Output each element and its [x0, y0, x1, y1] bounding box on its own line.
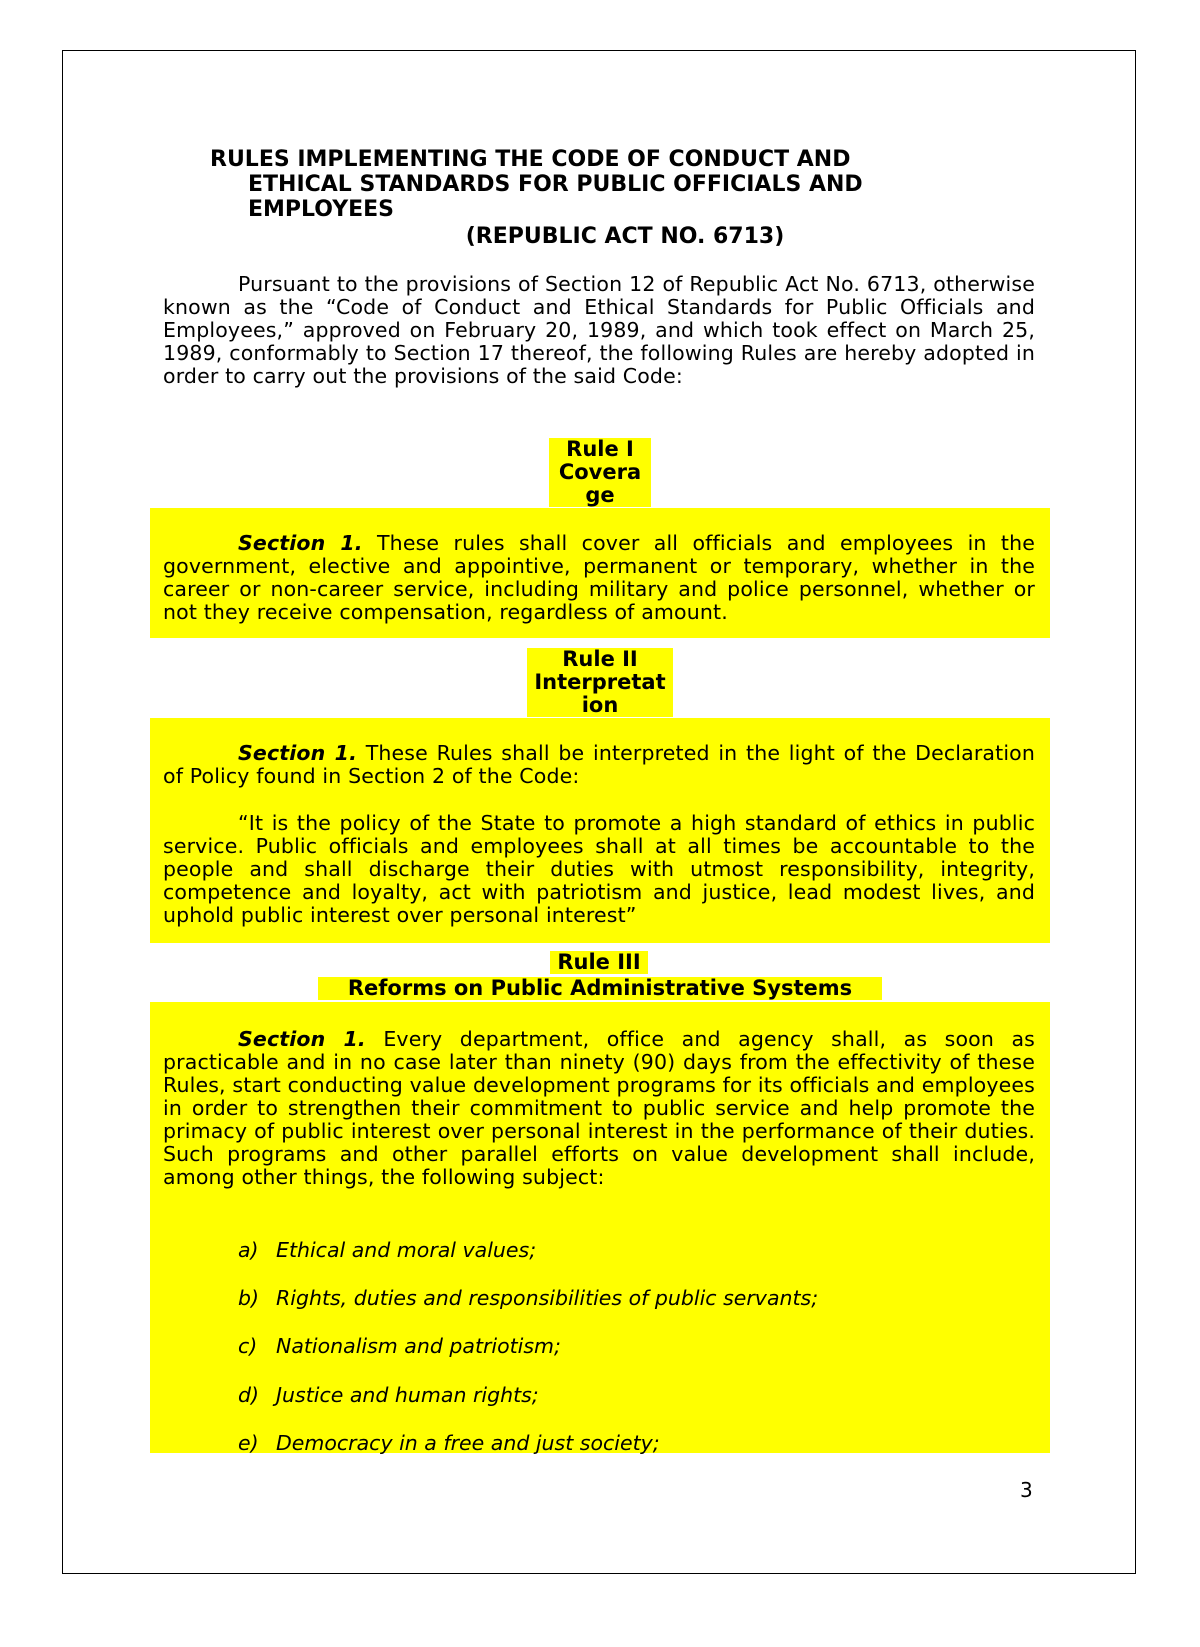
rule-1-number: Rule I [566, 437, 634, 461]
rule-3-section-label: Section 1. [238, 1027, 366, 1051]
rule-2-title-part-1: Interpretat [534, 670, 666, 694]
list-item [238, 1286, 818, 1310]
policy-quote-text: “It is the policy of the State to promote a high standard of ethics in public service. Public officials and employees shall at all times be accountable to the people and shall discharge their duties with utmost responsibility, integrity, competence and loyalty, act with patriotism and justice, lead modest lives, and uphold public interest over personal interest” [163, 811, 1035, 927]
list-item-label: a) [238, 1238, 259, 1262]
preamble-paragraph [163, 273, 1035, 388]
list-item-text: Democracy in a free and just society; [276, 1431, 660, 1455]
republic-act-number: (REPUBLIC ACT NO. 6713) [465, 224, 785, 249]
document-title [210, 147, 990, 222]
title-line-2: ETHICAL STANDARDS FOR PUBLIC OFFICIALS AND [248, 172, 863, 197]
preamble-text: Pursuant to the provisions of Section 12 of Republic Act No. 6713, otherwise known as the “Code of Conduct and Ethical Standards for Public Officials and Employees,” approved on February 20, 1989, and which took effect on March 25, 1989, conformably to Section 17 thereof, the following Rules are hereby adopted in order to carry out the provisions of the said Code: [163, 272, 1035, 388]
rule-1-section-1 [163, 532, 1035, 624]
list-item-text: Nationalism and patriotism; [276, 1334, 561, 1358]
list-item-text: Ethical and moral values; [276, 1238, 537, 1262]
list-item-text: Justice and human rights; [276, 1383, 539, 1407]
policy-quote [163, 812, 1035, 927]
rule-3-section-1 [163, 1028, 1035, 1189]
rule-2-heading [527, 648, 673, 717]
list-item [238, 1383, 539, 1407]
rule-1-title-part-1: Covera [558, 460, 642, 484]
rule-1-section-text: These rules shall cover all officials and employees in the government, elective and appointive, permanent or temporary, whether in the career or non-career service, including military and police personnel, whether or not they receive compensation, regardless of amount. [163, 531, 1035, 624]
rule-3-title: Reforms on Public Administrative Systems [347, 976, 853, 1000]
title-line-1: RULES IMPLEMENTING THE CODE OF CONDUCT AND [210, 147, 851, 172]
rule-3-title-box [318, 977, 882, 1000]
list-item-label: c) [238, 1334, 258, 1358]
list-item [238, 1238, 536, 1262]
rule-3-number-box [550, 951, 648, 974]
list-item-label: d) [238, 1383, 260, 1407]
title-line-3: EMPLOYEES [248, 197, 395, 222]
rule-3-section-text: Every department, office and agency shall, as soon as practicable and in no case later than ninety (90) days from the effectivity of these Rules, start conducting value development programs for its officials and employees in order to strengthen their commitment to public service and help promote the primacy of public interest over personal interest in the performance of their duties. Such programs and other parallel efforts on value development shall include, among other things, the following subject: [163, 1027, 1035, 1189]
list-item-label: e) [238, 1431, 259, 1455]
rule-2-section-1 [163, 742, 1035, 788]
rule-2-title-part-2: ion [581, 693, 619, 717]
rule-1-heading [549, 438, 651, 507]
rule-2-section-label: Section 1. [238, 741, 358, 765]
page-number: 3 [1020, 1478, 1033, 1502]
rule-3-number: Rule III [557, 950, 641, 974]
list-item-label: b) [238, 1286, 260, 1310]
list-item [238, 1431, 660, 1455]
rule-1-title-part-2: ge [585, 483, 615, 507]
rule-2-section-text: These Rules shall be interpreted in the light of the Declaration of Policy found in Section 2 of the Code: [163, 741, 1035, 788]
rule-1-section-label: Section 1. [238, 531, 363, 555]
list-item-text: Rights, duties and responsibilities of public servants; [276, 1286, 819, 1310]
list-item [238, 1334, 561, 1358]
rule-2-number: Rule II [562, 647, 638, 671]
